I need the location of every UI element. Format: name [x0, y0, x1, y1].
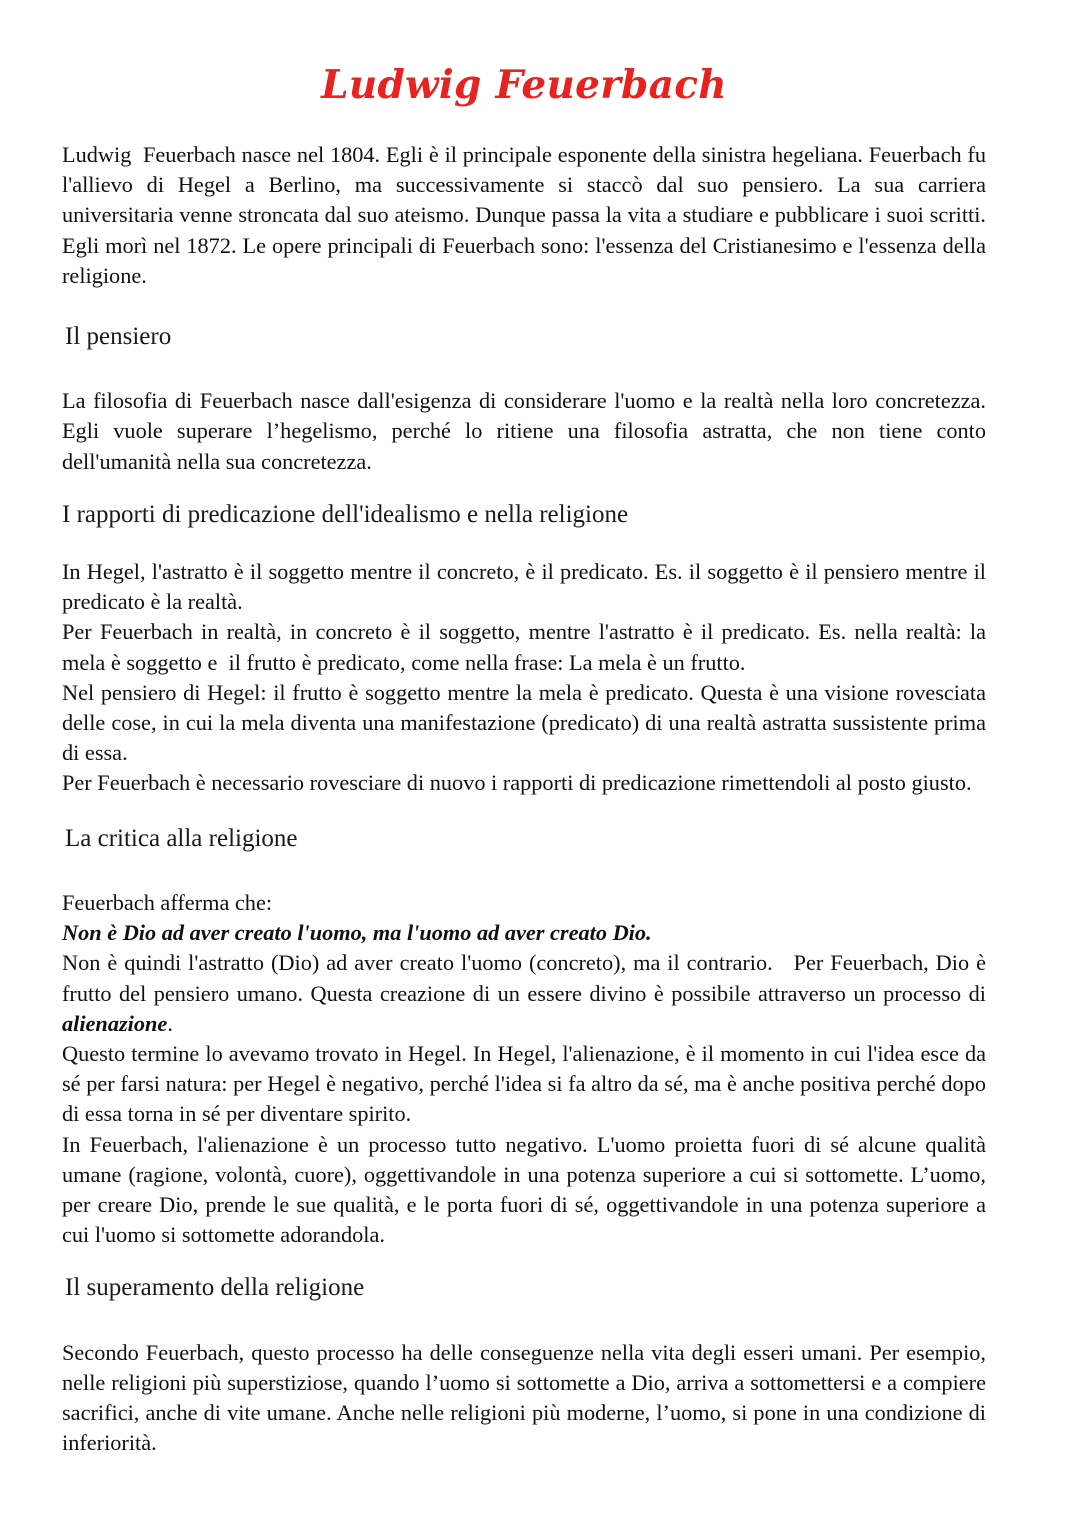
spacer	[62, 854, 986, 888]
critica-paragraph-1-text-before: Non è quindi l'astratto (Dio) ad aver creato l'uomo (concreto), ma il contrario. Per Feuerbach, Dio è frutto del pensiero umano. Questa creazione di un essere divino è possibile attraverso un processo di	[62, 950, 992, 1006]
section-paragraph-superamento: Secondo Feuerbach, questo processo ha delle conseguenze nella vita degli esseri umani. Per esempio, nelle religioni più superstiziose, quando l’uomo si sottomette a Dio, arriva a sottomettersi e a compiere sacrifici, anche di vite umane. Anche nelle religioni più moderne, l’uomo, si pone in una condizione di inferiorità.	[62, 1339, 992, 1456]
section-heading-superamento-religione: Il superamento della religione	[65, 1274, 365, 1302]
spacer	[62, 477, 986, 499]
section-heading-rapporti-predicazione: I rapporti di predicazione dell'idealismo e nella religione	[62, 500, 629, 528]
spacer	[62, 799, 986, 823]
section-paragraph-il-pensiero: La filosofia di Feuerbach nasce dall'esigenza di considerare l'uomo e la realtà nella loro concretezza. Egli vuole superare l’hegelismo, perché lo ritiene una filosofia astratta, che non tiene conto dell'umanità nella sua concretezza.	[62, 388, 992, 474]
section-paragraph-rapporti-3: Nel pensiero di Hegel: il frutto è soggetto mentre la mela è predicato. Questa è una visione rovesciata delle cose, in cui la mela diventa una manifestazione (predicato) di una realtà astratta sussistente prima di essa.	[62, 679, 992, 766]
section-paragraph-rapporti-4: Per Feuerbach è necessario rovesciare di nuovo i rapporti di predicazione rimettendoli al posto giusto.	[62, 770, 972, 796]
section-heading-il-pensiero: Il pensiero	[65, 322, 172, 350]
document-content	[62, 0, 992, 1458]
critica-paragraph-1-emphasis: alienazione	[62, 1010, 168, 1036]
spacer	[62, 291, 986, 321]
critica-paragraph-2: Questo termine lo avevamo trovato in Hegel. In Hegel, l'alienazione, è il momento in cui l'idea esce da sé per farsi natura: per Hegel è negativo, perché l'idea si fa altro da sé, ma è anche positiva perché dopo di essa torna in sé per diventare spirito.	[62, 1040, 992, 1127]
section-paragraph-rapporti-1: In Hegel, l'astratto è il soggetto mentre il concreto, è il predicato. Es. il soggetto è il pensiero mentre il predicato è la realtà.	[62, 559, 992, 615]
critica-thesis-statement: Non è Dio ad aver creato l'uomo, ma l'uomo ad aver creato Dio.	[62, 920, 652, 946]
critica-intro-line: Feuerbach afferma che:	[62, 889, 273, 915]
critica-paragraph-3: In Feuerbach, l'alienazione è un processo tutto negativo. L'uomo proietta fuori di sé alcune qualità umane (ragione, volontà, cuore), oggettivandole in una potenza superiore a cui si sottomette. L’uomo, per creare Dio, prende le sue qualità, e le porta fuori di sé, oggettivandole in una potenza superiore a cui l'uomo si sottomette adorandola.	[62, 1131, 992, 1248]
section-paragraph-rapporti-2: Per Feuerbach in realtà, in concreto è il soggetto, mentre l'astratto è il predicato. Es. nella realtà: la mela è soggetto e il frutto è predicato, come nella frase: La mela è un frutto.	[62, 619, 992, 675]
intro-paragraph: Ludwig Feuerbach nasce nel 1804. Egli è il principale esponente della sinistra hegeliana. Feuerbach fu l'allievo di Hegel a Berlino, ma successivamente si staccò dal suo pensiero. La sua carriera universitaria venne stroncata dal suo ateismo. Dunque passa la vita a studiare e pubblicare i suoi scritti. Egli morì nel 1872. Le opere principali di Feuerbach sono: l'essenza del Cristianesimo e l'essenza della religione.	[62, 141, 992, 288]
critica-paragraph-1-text-after: .	[167, 1010, 173, 1036]
section-heading-critica-religione: La critica alla religione	[65, 824, 298, 852]
spacer	[62, 352, 986, 386]
spacer	[62, 530, 986, 557]
spacer	[62, 1304, 986, 1338]
critica-paragraph-1	[62, 948, 992, 1039]
spacer	[62, 1250, 986, 1272]
spacer	[62, 107, 986, 140]
page-title: Ludwig Feuerbach	[321, 62, 727, 108]
